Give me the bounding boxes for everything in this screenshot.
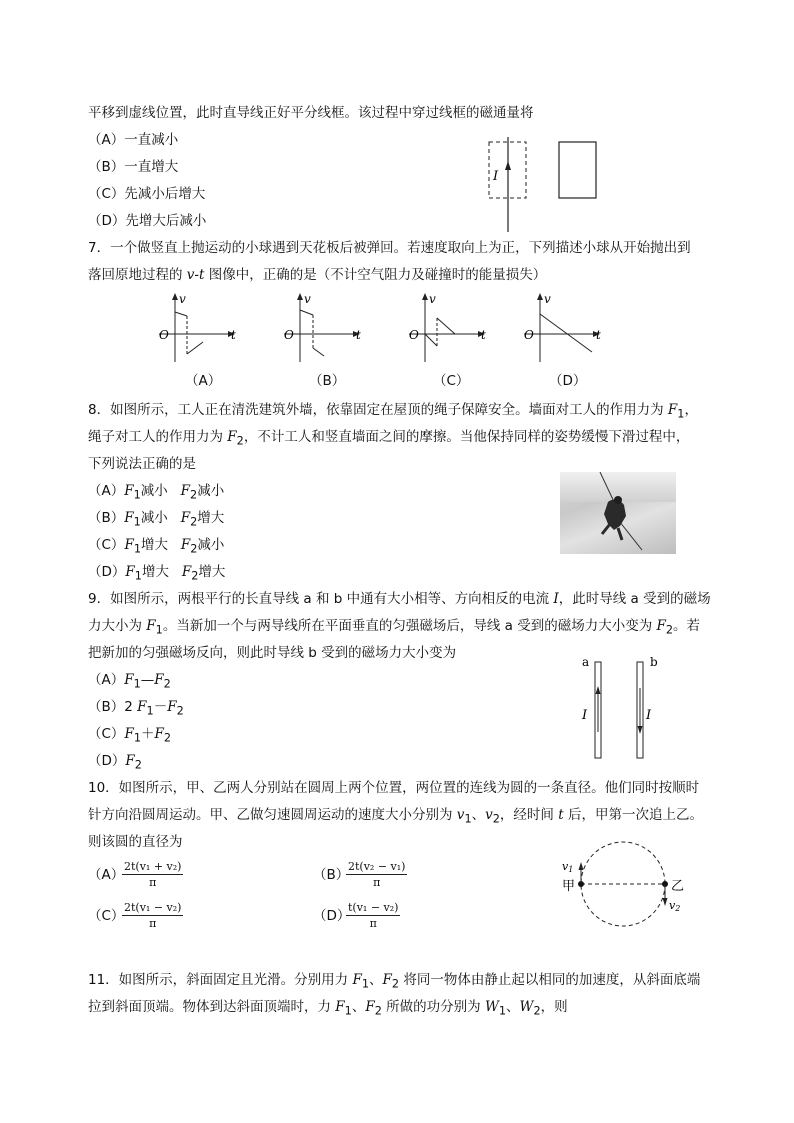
svg-text:t: t <box>231 328 236 342</box>
q9-option-a: $(A)F_1—F_2$ <box>88 672 171 691</box>
q10-stem-line2: 针方向沿圆周运动。甲、乙做匀速圆周运动的速度大小分别为 $v_1$、$v_2$，经时间 t 后，甲第一次追上乙。 <box>88 807 703 826</box>
q10-option-d-label: （D） <box>313 908 351 924</box>
svg-text:t: t <box>596 328 601 342</box>
q10-option-b-fraction: $\frac{\text{2t(v₂ − v₁)}}{\pi}$ <box>348 860 406 889</box>
wire-b-label: b <box>650 655 658 669</box>
q8-option-d: $(D)F_1$增大 $F_2$增大 <box>88 564 226 583</box>
q8-option-a: $(A)F_1$减小 $F_2$减小 <box>88 483 225 502</box>
svg-text:v2: v2 <box>669 899 681 913</box>
q6-stem: 平移到虚线位置，此时直导线正好平分线框。该过程中穿过线框的磁通量将 <box>88 105 534 121</box>
q6-figure <box>480 135 630 235</box>
q6-option-d: （D）先增大后减小 <box>88 213 207 229</box>
jia-label: 甲 <box>562 879 576 894</box>
q7-label-b: （B） <box>309 373 346 389</box>
q8-option-b: $(B)F_1$减小 $F_2$增大 <box>88 510 225 529</box>
q9-option-c: $(C)F_1+F_2$ <box>88 726 172 745</box>
svg-text:v: v <box>429 292 436 306</box>
svg-text:v: v <box>304 292 311 306</box>
q7-graph-c <box>405 292 495 367</box>
q6-option-b: （B）一直增大 <box>88 159 179 175</box>
q9-stem-line1: 9．如图所示，两根平行的长直导线 a 和 b 中通有大小相等、方向相反的电流 I，此时导线 a 受到的磁场 <box>88 591 711 607</box>
q6-option-a: （A）一直减小 <box>88 132 179 148</box>
q9-option-b: （B）2 $F_1-F_2$ <box>88 699 184 718</box>
svg-text:I: I <box>646 708 652 723</box>
q10-option-b-label: （B） <box>313 867 350 883</box>
q7-stem-line1: 7．一个做竖直上抛运动的小球遇到天花板后被弹回。若速度取向上为正，下列描述小球从开始抛出到 <box>88 240 691 256</box>
q10-option-a-fraction: $\frac{\text{2t(v₁ + v₂)}}{\pi}$ <box>124 860 182 889</box>
q10-stem-line1: 10．如图所示，甲、乙两人分别站在圆周上两个位置，两位置的连线为圆的一条直径。他们同时按顺时 <box>88 780 700 796</box>
q10-option-d-fraction: $\frac{\text{t(v₁ − v₂)}}{\pi}$ <box>348 901 399 930</box>
svg-text:I: I <box>582 708 588 723</box>
svg-text:O: O <box>159 328 169 342</box>
q11-stem-line1: 11．如图所示，斜面固定且光滑。分别用力 $F_1$、$F_2$ 将同一物体由静止起以相同的加速度，从斜面底端 <box>88 972 701 991</box>
wire-a-label: a <box>582 655 590 669</box>
svg-text:O: O <box>409 328 419 342</box>
worker-cleaning-wall-photo <box>560 472 676 554</box>
q8-option-c: $(C)F_1$增大 $F_2$减小 <box>88 537 225 556</box>
q7-label-c: （C） <box>433 373 470 389</box>
yi-label: 乙 <box>671 879 685 894</box>
q7-graph-d <box>520 292 615 367</box>
svg-text:v: v <box>179 292 186 306</box>
svg-text:O: O <box>284 328 294 342</box>
q7-stem-line2: 落回原地过程的 v-t 图像中，正确的是（不计空气阻力及碰撞时的能量损失） <box>88 267 547 283</box>
q10-option-c-label: （C） <box>88 908 125 924</box>
q9-stem-line3: 把新加的匀强磁场反向，则此时导线 b 受到的磁场力大小变为 <box>88 645 457 661</box>
svg-text:t: t <box>356 328 361 342</box>
svg-text:v1: v1 <box>562 860 574 874</box>
q6-current-label: I <box>493 169 499 184</box>
q6-option-c: （C）先减小后增大 <box>88 186 206 202</box>
svg-text:O: O <box>524 328 534 342</box>
q10-circle-figure <box>556 840 696 940</box>
q11-stem-line2: 拉到斜面顶端。物体到达斜面顶端时，力 $F_1$、$F_2$ 所做的功分别为 $W_1$、$W_2$，则 <box>88 999 568 1018</box>
svg-text:t: t <box>481 328 486 342</box>
q9-stem-line2: 力大小为 $F_1$。当新加一个与两导线所在平面垂直的匀强磁场后，导线 a 受到的磁场力大小变为 $F_2$。若 <box>88 618 701 637</box>
q7-graph-a <box>155 292 245 367</box>
q10-stem-line3: 则该圆的直径为 <box>88 834 183 850</box>
q9-wires-figure <box>570 652 670 762</box>
q10-option-a-label: （A） <box>88 867 125 883</box>
q10-option-c-fraction: $\frac{\text{2t(v₁ − v₂)}}{\pi}$ <box>124 901 182 930</box>
q8-stem-line3: 下列说法正确的是 <box>88 456 196 472</box>
q9-option-d: $(D)F_2$ <box>88 753 142 772</box>
svg-text:v: v <box>544 292 551 306</box>
q7-label-a: （A） <box>185 373 222 389</box>
q8-stem-line1: 8．如图所示，工人正在清洗建筑外墙，依靠固定在屋顶的绳子保障安全。墙面对工人的作用力为 $F_1$， <box>88 402 698 421</box>
q8-stem-line2: 绳子对工人的作用力为 $F_2$，不计工人和竖直墙面之间的摩擦。当他保持同样的姿势缓慢下滑过程中， <box>88 429 690 448</box>
q7-label-d: （D） <box>549 373 587 389</box>
q7-graph-b <box>280 292 370 367</box>
